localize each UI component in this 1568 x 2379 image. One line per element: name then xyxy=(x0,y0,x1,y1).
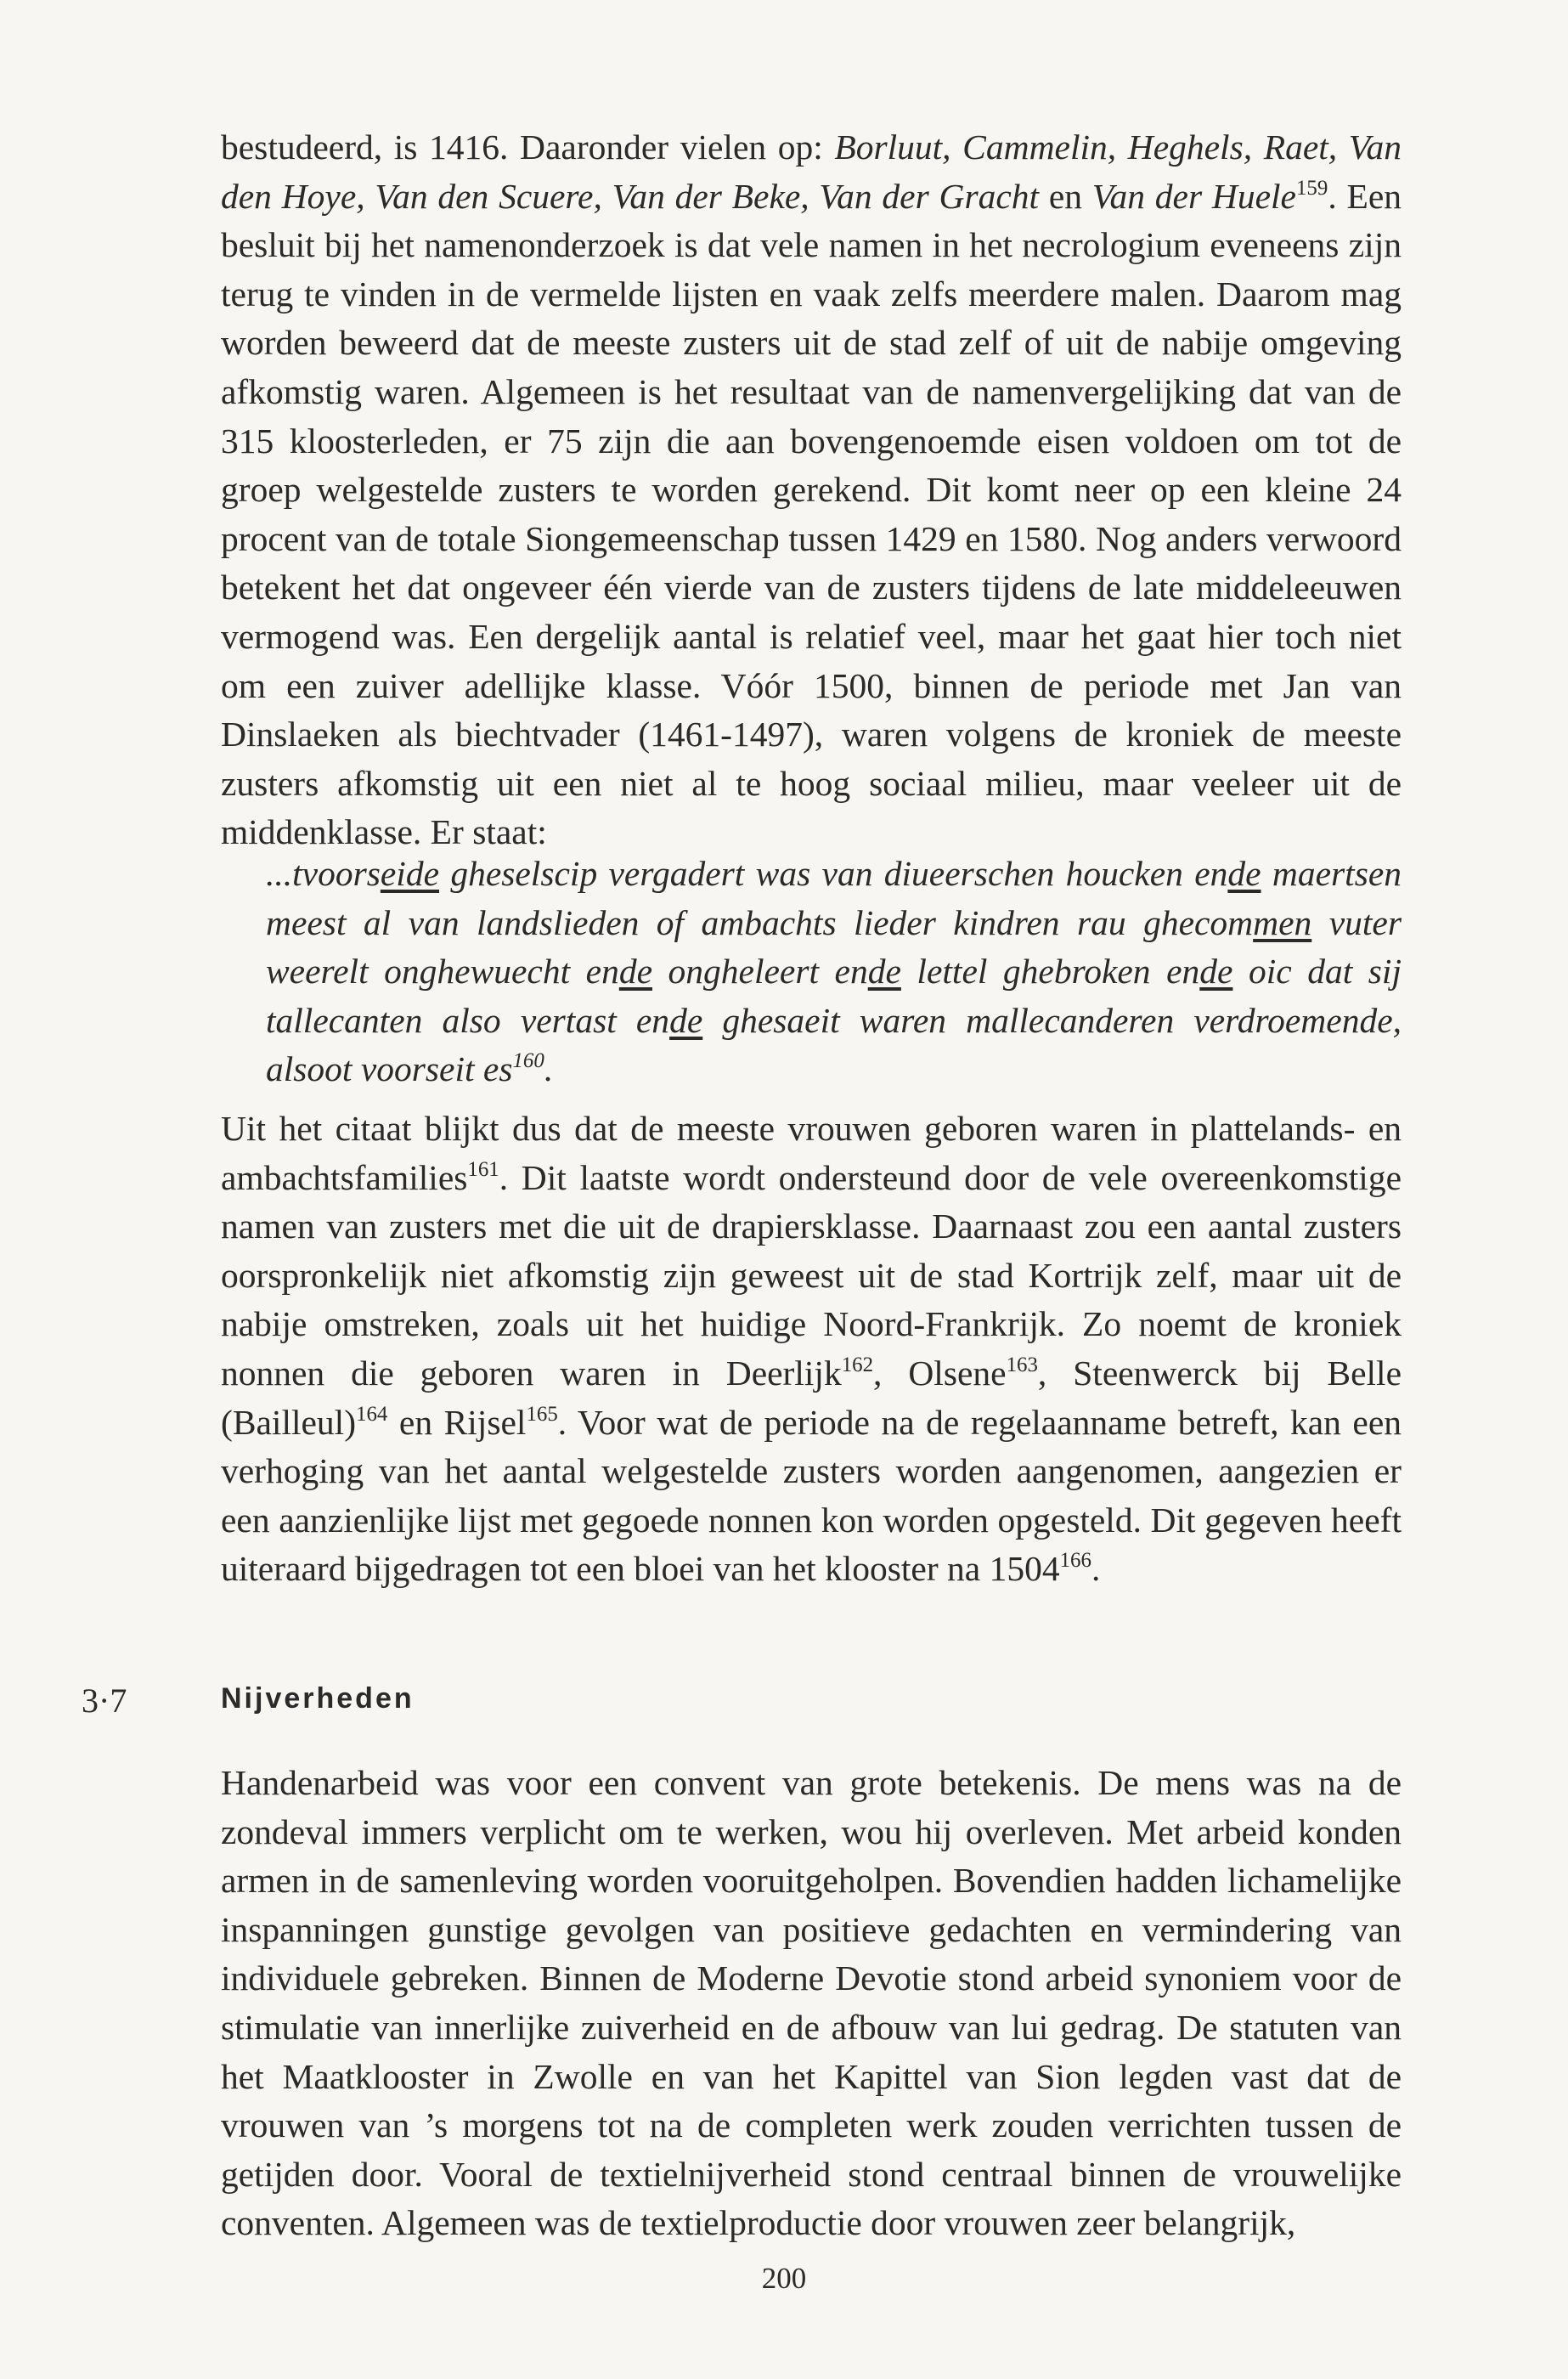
text: . Een besluit bij het namenonderzoek is dat vele namen in het necrologium eveneens zijn terug te vinden in de vermelde lijsten en vaak zelfs meerdere malen. Daarom mag worden beweerd dat de meeste zusters uit de stad zelf of uit de nabije omgeving afkomstig waren. Algemeen is het resultaat van de namenvergelijking dat van de 315 kloosterleden, er 75 zijn die aan bovengenoemde eisen voldoen om tot de groep welgestelde zusters te worden gerekend. Dit komt neer op een kleine 24 procent van de totale Siongemeenschap tussen 1429 en 1580. Nog anders verwoord betekent het dat ongeveer één vierde van de zusters tijdens de late middeleeuwen vermogend was. Een dergelijk aantal is relatief veel, maar het gaat hier toch niet om een zuiver adellijke klasse. Vóór 1500, binnen de periode met Jan van Dinslaeken als biechtvader (1461-1497), waren volgens de kroniek de meeste zusters afkomstig uit een niet al te hoog sociaal milieu, maar veeleer uit de middenklasse. Er staat: xyxy=(221,176,1402,852)
quote-text: vuter weerelt onghewuecht en xyxy=(266,902,1402,992)
page-number: 200 xyxy=(761,2262,807,2295)
text: . Voor wat de periode na de regelaanname betreft, kan een verhoging van het aantal welgestelde zusters worden aangenomen, aangezien er een aanzienlijke lijst met gegoede nonnen kon worden opgesteld. Dit gegeven heeft uiteraard bijgedragen tot een bloei van het klooster na 1504 xyxy=(221,1402,1402,1589)
section-heading: Nijverheden xyxy=(221,1682,415,1715)
quote-text: oic dat sij tallecanten also vertast en xyxy=(266,952,1402,1040)
footnote-ref-165[interactable]: 165 xyxy=(526,1402,558,1426)
footnote-ref-161[interactable]: 161 xyxy=(467,1157,499,1181)
text: . Dit laatste wordt ondersteund door de vele overeenkomstige namen van zusters met die uit de drapiersklasse. Daarnaast zou een aantal zusters oorspronkelijk niet afkomstig zijn geweest uit de stad Kortrijk zelf, maar uit de nabije omstreken, zoals uit het huidige Noord-Frankrijk. Zo noemt de kroniek nonnen die geboren waren in Deerlijk xyxy=(221,1157,1402,1393)
quote-abbrev: de xyxy=(867,952,901,992)
section-number: 3·7 xyxy=(82,1681,127,1720)
footnote-ref-166[interactable]: 166 xyxy=(1059,1549,1091,1573)
text: en xyxy=(1039,176,1092,216)
footnote-ref-159[interactable]: 159 xyxy=(1295,176,1328,200)
footnote-ref-160[interactable]: 160 xyxy=(512,1049,544,1073)
paragraph xyxy=(221,1105,1402,1594)
quote-text: ongheleert en xyxy=(652,952,868,992)
quote-abbrev: de xyxy=(618,952,652,992)
quote-text: lettel ghebroken en xyxy=(900,952,1200,992)
quote-abbrev: de xyxy=(669,1000,703,1040)
block-quote xyxy=(266,850,1402,1094)
footnote-ref-164[interactable]: 164 xyxy=(356,1402,388,1426)
text: . xyxy=(1091,1549,1101,1589)
footnote-ref-163[interactable]: 163 xyxy=(1006,1353,1038,1376)
paragraph-continued xyxy=(221,123,1402,857)
quote-text: ...tvoors xyxy=(266,854,381,893)
text: en Rijsel xyxy=(387,1402,527,1442)
footnote-ref-162[interactable]: 162 xyxy=(841,1353,874,1376)
text: , Olsene xyxy=(873,1353,1007,1393)
quote-abbrev: de xyxy=(1227,854,1261,893)
quote-abbrev: eide xyxy=(380,854,439,893)
quote-abbrev: de xyxy=(1199,952,1233,992)
section-body: Handenarbeid was voor een convent van grote betekenis. De mens was na de zondeval immers verplicht om te werken, wou hij overleven. Met arbeid konden armen in de samenleving worden vooruitgeholpen. Bovendien hadden lichamelijke inspanningen gunstige gevolgen van positieve gedachten en vermindering van individuele gebreken. Binnen de Moderne Devotie stond arbeid synoniem voor de stimulatie van innerlijke zuiverheid en de afbouw van lui gedrag. De statuten van het Maatklooster in Zwolle en van het Kapittel van Sion legden vast dat de vrouwen van ’s morgens tot na de completen werk zouden verrichten tussen de getijden door. Vooral de textielnijverheid stond centraal binnen de vrouwelijke conventen. Algemeen was de textielproductie door vrouwen zeer belangrijk, xyxy=(221,1763,1402,2243)
quote-abbrev: men xyxy=(1253,902,1312,942)
text: Uit het citaat blijkt dus dat de meeste vrouwen geboren waren in plattelands- en ambachtsfamilies xyxy=(221,1109,1402,1197)
text: bestudeerd, is 1416. Daaronder vielen op: xyxy=(221,127,835,167)
quote-text: ghesaeit waren mallecanderen verdroemende, alsoot voorseit es xyxy=(266,1000,1402,1089)
quote-text: . xyxy=(544,1049,554,1089)
italic-name: Van der Huele xyxy=(1091,176,1296,216)
quote-text: maertsen meest al van landslieden of ambachts lieder kindren rau ghecom xyxy=(266,854,1402,942)
text: , Steenwerck bij Belle (Bailleul) xyxy=(221,1353,1402,1442)
quote-text: gheselscip vergadert was van diueerschen houcken en xyxy=(439,854,1228,893)
paragraph xyxy=(221,1759,1402,2248)
italic-names: Borluut, Cammelin, Heghels, Raet, Van den Hoye, Van den Scuere, Van der Beke, Van der Gracht xyxy=(221,127,1402,216)
